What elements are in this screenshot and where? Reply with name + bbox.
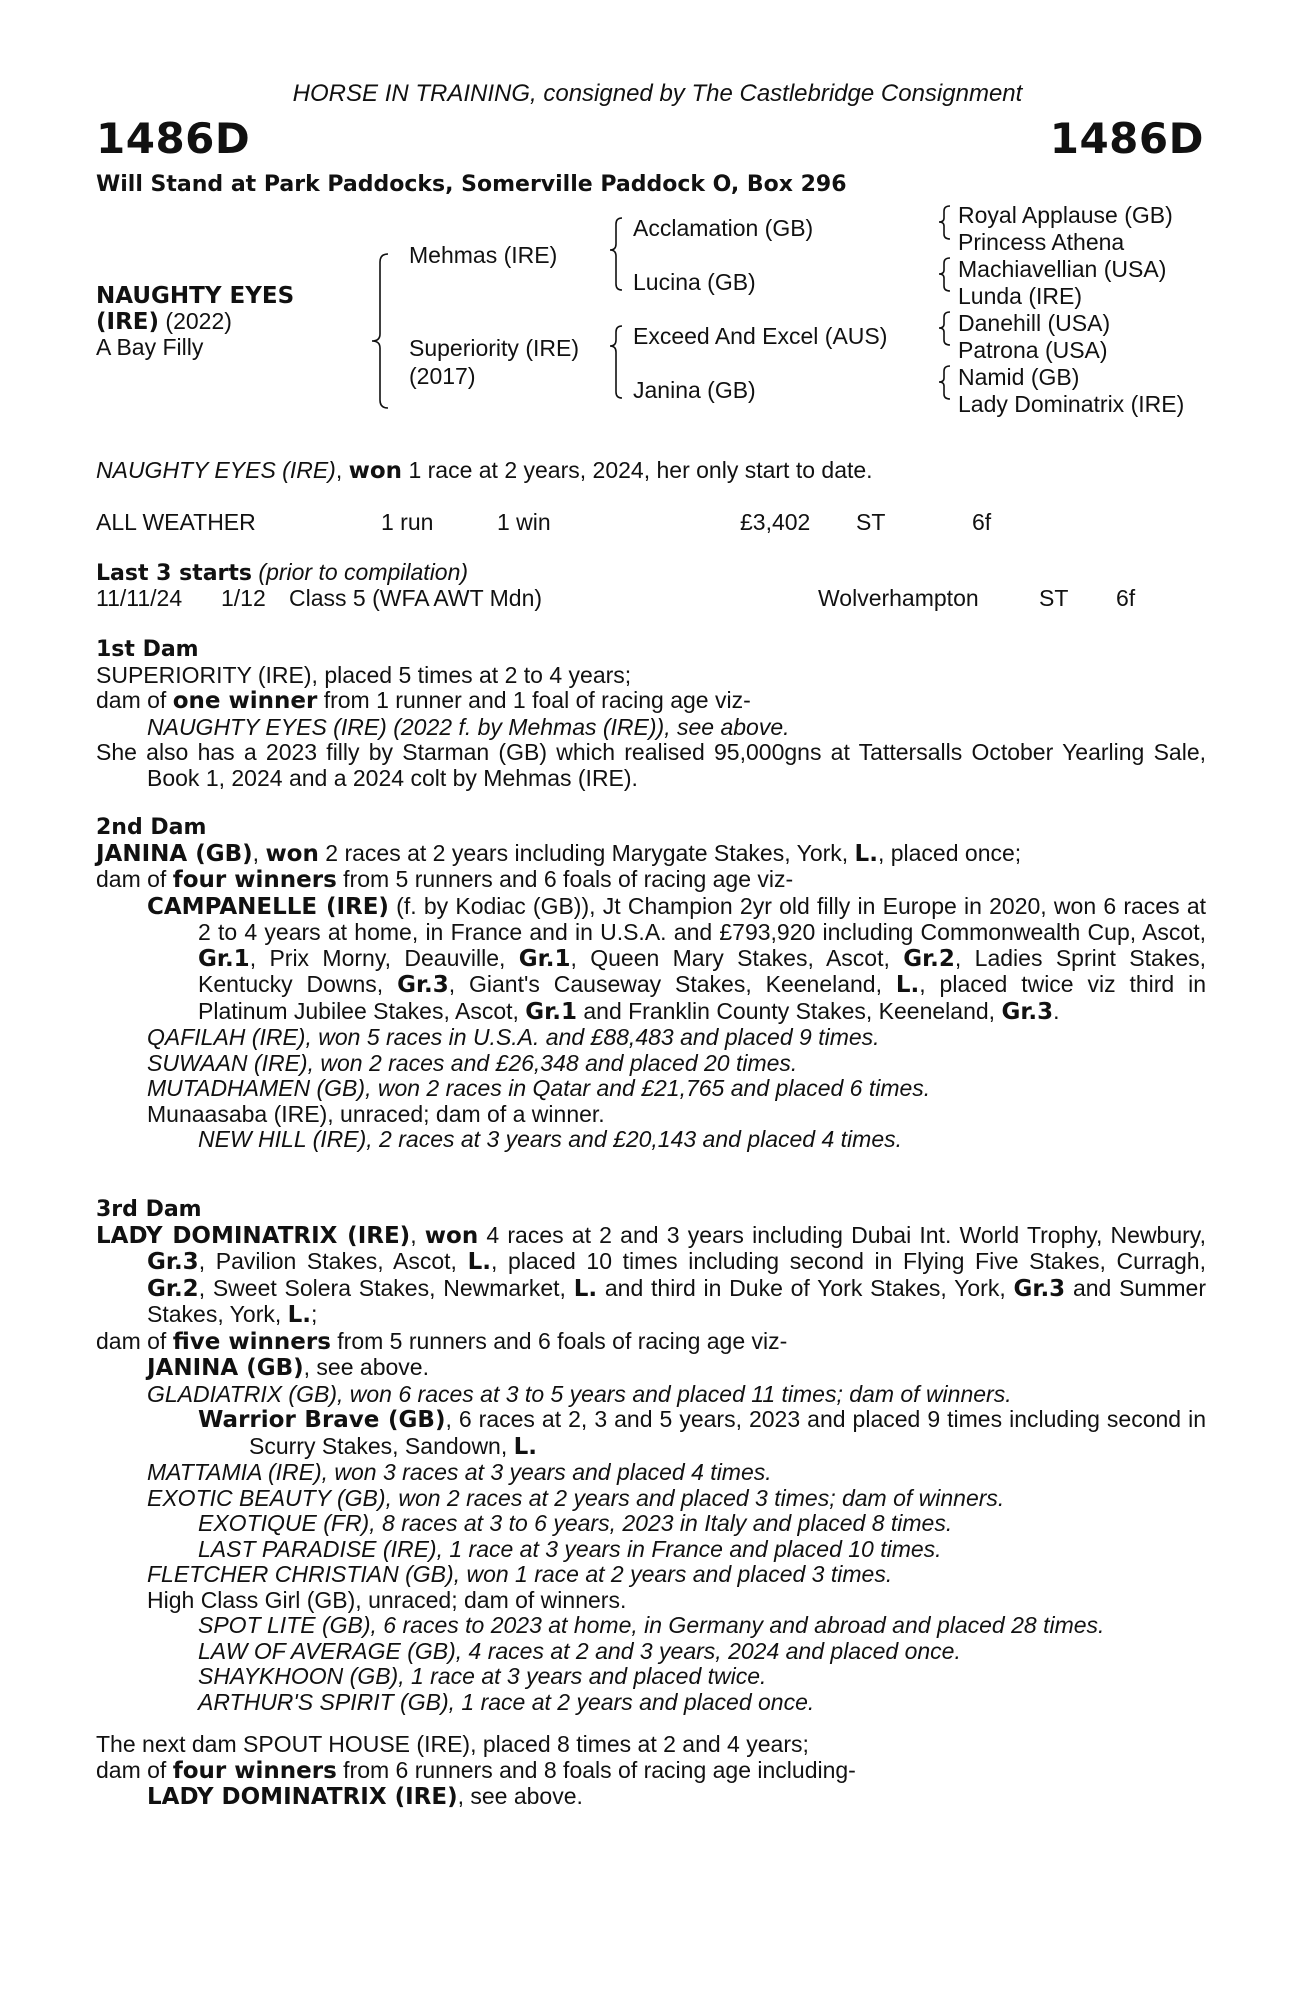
- dam-sire: Exceed And Excel (AUS): [633, 323, 888, 349]
- record-runs: 1 run: [381, 509, 434, 535]
- law-of-average-entry: LAW OF AVERAGE (GB), 4 races at 2 and 3 years, 2024 and placed once.: [198, 1637, 961, 1664]
- third-dam-title: 3rd Dam: [96, 1197, 202, 1222]
- first-dam-line2: dam of one winner from 1 runner and 1 foal of racing age viz-: [96, 687, 751, 714]
- horse-description: A Bay Filly: [96, 334, 204, 360]
- bracket-gen2-sire: [610, 218, 622, 290]
- first-dam-title: 1st Dam: [96, 637, 199, 662]
- suwaan-entry: SUWAAN (IRE), won 2 races and £26,348 and placed 20 times.: [147, 1049, 798, 1076]
- summary-won: won: [348, 458, 403, 484]
- ds-dam: Patrona (USA): [958, 337, 1108, 363]
- first-dam-section: [96, 636, 1206, 791]
- spot-lite-entry: SPOT LITE (GB), 6 races to 2023 at home, in Germany and abroad and placed 28 times.: [198, 1612, 1105, 1638]
- horse-year: (2022): [165, 308, 232, 334]
- first-dam-offspring: NAUGHTY EYES (IRE) (2022 f. by Mehmas (IRE)), see above.: [147, 713, 790, 740]
- next-dam-section: [96, 1732, 1206, 1811]
- high-class-girl-entry: High Class Girl (GB), unraced; dam of winners.: [147, 1586, 627, 1613]
- last-starts-heading: [96, 560, 468, 587]
- lady-dominatrix-entry: LADY DOMINATRIX (IRE), won 4 races at 2 and 3 years including Dubai Int. World Trophy, Newbury, Gr.3, Pavilion Stakes, Ascot, L., placed 10 times including second in Flying Five Stakes, Curragh, Gr.2, Sweet Solera Stakes, Newmarket, L. and third in Duke of York Stakes, York, Gr.3 and Summer Stakes, York, L.;: [96, 1221, 1206, 1328]
- sd-dam: Lunda (IRE): [958, 283, 1083, 309]
- exotique-entry: EXOTIQUE (FR), 8 races at 3 to 6 years, 2023 in Italy and placed 8 times.: [198, 1510, 953, 1536]
- dam-dam: Janina (GB): [633, 377, 756, 403]
- summary-text: 1 race at 2 years, 2024, her only start to date.: [402, 457, 873, 483]
- sire-sire: Acclamation (GB): [633, 215, 814, 241]
- lot-number-right: 1486D: [1049, 114, 1204, 163]
- warrior-brave-entry: Warrior Brave (GB), 6 races at 2, 3 and 5 years, 2023 and placed 9 times including second in Scurry Stakes, Sandown, L.: [198, 1406, 1206, 1460]
- last-paradise-entry: LAST PARADISE (IRE), 1 race at 3 years in France and placed 10 times.: [198, 1535, 942, 1562]
- bracket-gen3-3: [939, 312, 950, 345]
- start-race: Class 5 (WFA AWT Mdn): [289, 585, 543, 611]
- record-earnings: £3,402: [740, 509, 811, 535]
- ss-dam: Princess Athena: [958, 229, 1125, 255]
- third-dam-produce-line: dam of five winners from 5 runners and 6 foals of racing age viz-: [96, 1327, 788, 1355]
- consignment-header: HORSE IN TRAINING, consigned by The Castlebridge Consignment: [292, 80, 1023, 107]
- sd-sire: Machiavellian (USA): [958, 256, 1167, 282]
- arthurs-spirit-entry: ARTHUR'S SPIRIT (GB), 1 race at 2 years and placed once.: [198, 1688, 815, 1715]
- start-course: Wolverhampton: [818, 585, 979, 611]
- start-date: 11/11/24: [96, 585, 183, 611]
- last-starts-title: Last 3 starts: [96, 561, 253, 586]
- first-dam-line1: SUPERIORITY (IRE), placed 5 times at 2 to 4 years;: [96, 661, 632, 688]
- record-distance: 6f: [972, 509, 992, 535]
- second-dam-line2: dam of four winners from 5 runners and 6 foals of racing age viz-: [96, 866, 794, 893]
- sire: Mehmas (IRE): [409, 242, 558, 268]
- next-dam-line1: The next dam SPOUT HOUSE (IRE), placed 8 times at 2 and 4 years;: [96, 1731, 809, 1757]
- fletcher-christian-entry: FLETCHER CHRISTIAN (GB), won 1 race at 2 years and placed 3 times.: [147, 1561, 893, 1587]
- bracket-gen3-1: [939, 206, 950, 239]
- record-wins: 1 win: [497, 509, 551, 535]
- next-dam-line2: dam of four winners from 6 runners and 8 foals of racing age including-: [96, 1756, 856, 1784]
- mattamia-entry: MATTAMIA (IRE), won 3 races at 3 years and placed 4 times.: [147, 1459, 772, 1485]
- new-hill-entry: NEW HILL (IRE), 2 races at 3 years and £20,143 and placed 4 times.: [198, 1126, 903, 1152]
- bracket-gen2-dam: [610, 326, 622, 398]
- qafilah-entry: QAFILAH (IRE), won 5 races in U.S.A. and £88,483 and placed 9 times.: [147, 1024, 880, 1050]
- bracket-gen3-2: [939, 258, 950, 291]
- sire-dam: Lucina (GB): [633, 269, 756, 295]
- second-dam-title: 2nd Dam: [96, 815, 207, 840]
- third-dam-section: [96, 1196, 1206, 1715]
- dam: Superiority (IRE): [409, 335, 579, 361]
- dam-year: (2017): [409, 363, 476, 389]
- start-going: ST: [1039, 585, 1069, 611]
- second-dam-section: [96, 814, 1206, 1153]
- start-distance: 6f: [1116, 585, 1136, 611]
- lot-number-left: 1486D: [96, 114, 251, 163]
- bracket-gen1: [372, 254, 388, 408]
- venue-location: Will Stand at Park Paddocks, Somerville Paddock O, Box 296: [96, 172, 847, 197]
- janina-entry: JANINA (GB), see above.: [147, 1354, 429, 1381]
- munaasaba-entry: Munaasaba (IRE), unraced; dam of a winner.: [147, 1100, 605, 1127]
- ds-sire: Danehill (USA): [958, 310, 1111, 336]
- mutadhamen-entry: MUTADHAMEN (GB), won 2 races in Qatar and £21,765 and placed 6 times.: [147, 1075, 931, 1101]
- gladiatrix-entry: GLADIATRIX (GB), won 6 races at 3 to 5 years and placed 11 times; dam of winners.: [147, 1380, 1012, 1407]
- dd-dam: Lady Dominatrix (IRE): [958, 391, 1185, 417]
- dd-sire: Namid (GB): [958, 364, 1080, 390]
- race-summary: NAUGHTY EYES (IRE), won 1 race at 2 years, 2024, her only start to date.: [96, 457, 873, 484]
- campanelle-entry: CAMPANELLE (IRE) (f. by Kodiac (GB)), Jt Champion 2yr old filly in Europe in 2020, won 6 races at 2 to 4 years at home, in France and in U.S.A. and £793,920 including Commonwealth Cup, Ascot, Gr.1, Prix Morny, Deauville, Gr.1, Queen Mary Stakes, Ascot, Gr.2, Ladies Sprint Stakes, Kentucky Downs, Gr.3, Giant's Causeway Stakes, Keeneland, L., placed twice viz third in Platinum Jubilee Stakes, Ascot, Gr.1 and Franklin County Stakes, Keeneland, Gr.3.: [147, 892, 1207, 1025]
- record-surface: ALL WEATHER: [96, 509, 256, 535]
- first-dam-note: She also has a 2023 filly by Starman (GB) which realised 95,000gns at Tattersalls October Yearling Sale, Book 1, 2024 and a 2024 colt by Mehmas (IRE).: [96, 739, 1206, 791]
- shaykhoon-entry: SHAYKHOON (GB), 1 race at 3 years and placed twice.: [198, 1663, 767, 1689]
- start-position: 1/12: [221, 585, 266, 611]
- last-starts-note: (prior to compilation): [258, 559, 469, 585]
- second-dam-line1: JANINA (GB), won 2 races at 2 years including Marygate Stakes, York, L., placed once;: [96, 839, 1022, 867]
- horse-name: NAUGHTY EYES: [96, 283, 295, 309]
- exotic-beauty-entry: EXOTIC BEAUTY (GB), won 2 races at 2 years and placed 3 times; dam of winners.: [147, 1484, 1005, 1511]
- next-dam-line3: LADY DOMINATRIX (IRE), see above.: [147, 1783, 583, 1810]
- bracket-gen3-4: [939, 366, 950, 399]
- horse-country: (IRE): [96, 309, 160, 335]
- ss-sire: Royal Applause (GB): [958, 202, 1173, 228]
- record-going: ST: [856, 509, 886, 535]
- summary-horse: NAUGHTY EYES (IRE): [96, 457, 336, 483]
